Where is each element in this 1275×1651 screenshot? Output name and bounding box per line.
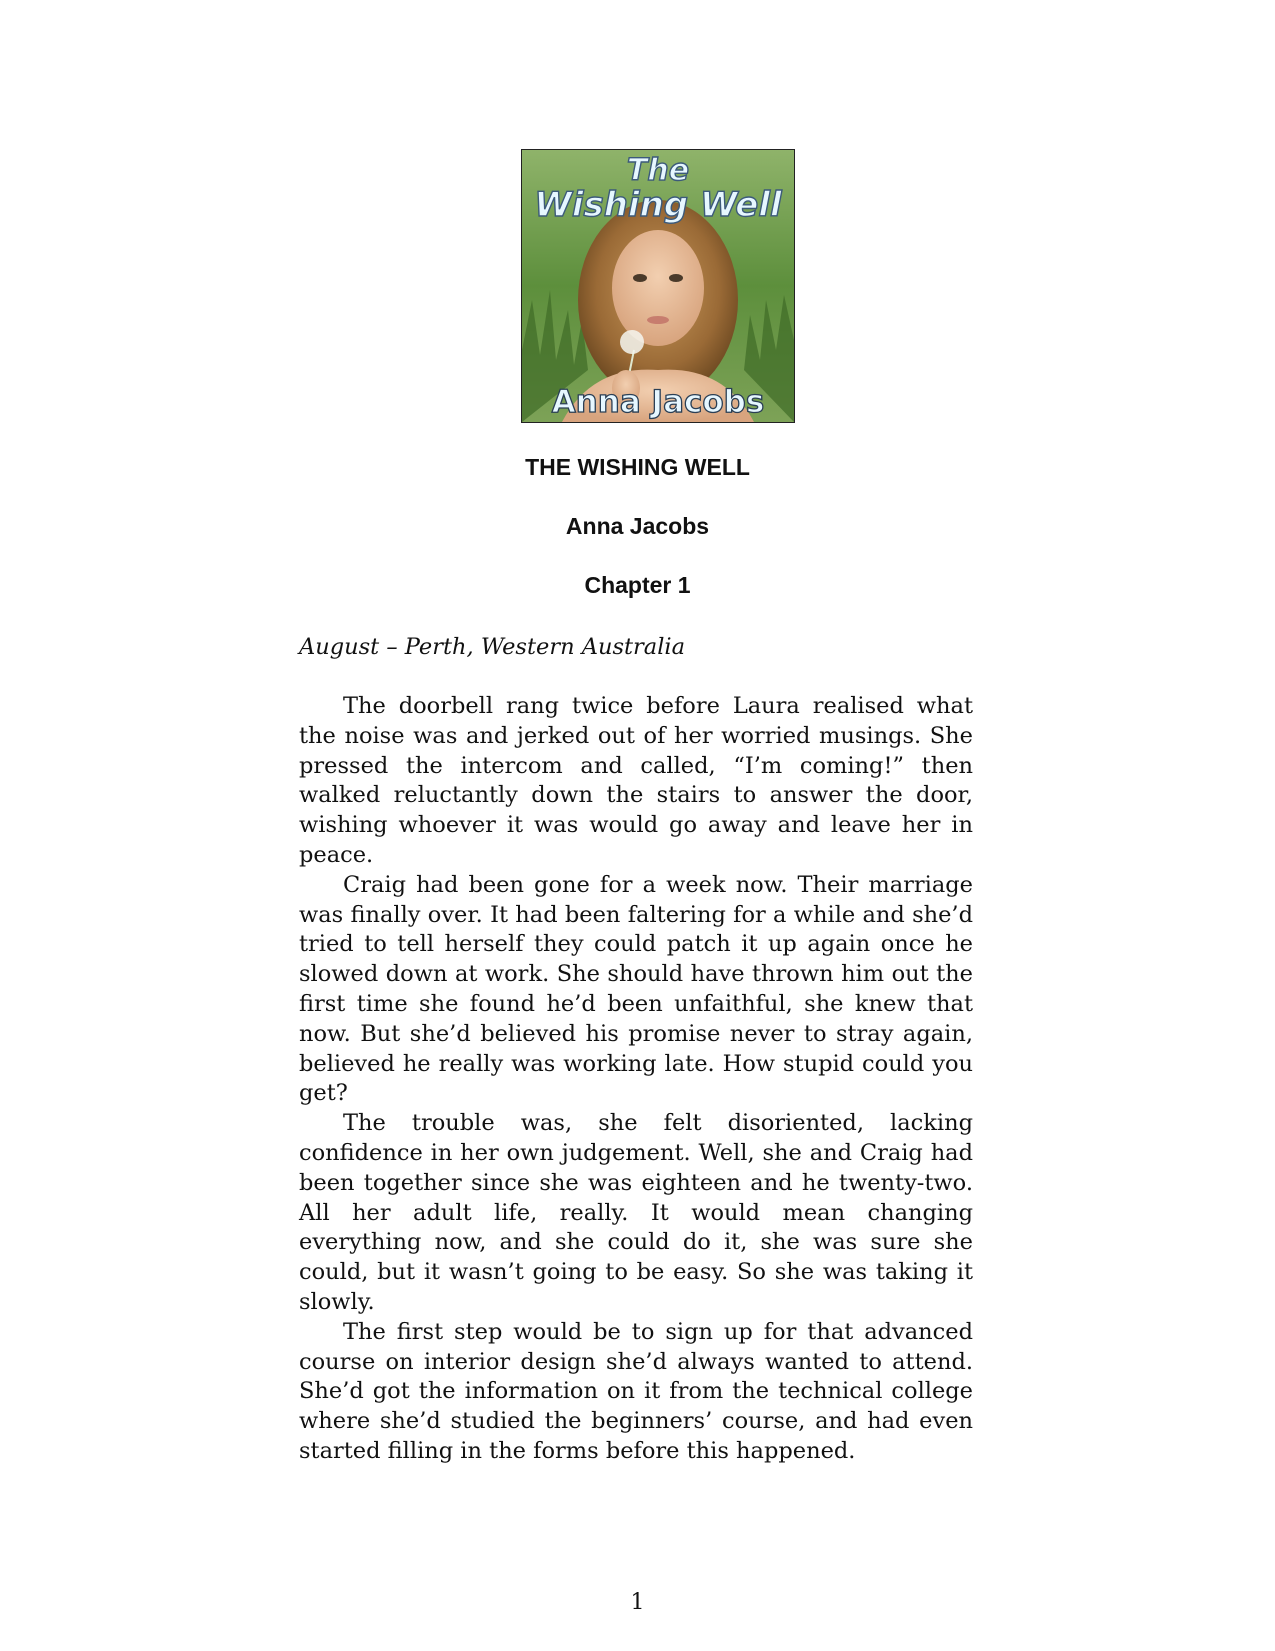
cover-author: Anna Jacobs <box>551 384 765 420</box>
chapter-heading: Chapter 1 <box>584 572 691 598</box>
book-cover-image <box>521 149 795 423</box>
cover-title-line2: Wishing Well <box>534 185 782 225</box>
book-title: THE WISHING WELL <box>525 454 750 480</box>
paragraph: The doorbell rang twice before Laura realised what the noise was and jerked out of her worried musings. She pressed the intercom and called, “I’m coming!” then walked reluctantly down the stairs to answer the door, wishing whoever it was would go away and leave her in peace. <box>299 693 973 868</box>
paragraph: The first step would be to sign up for that advanced course on interior design she’d always wanted to attend. She’d got the information on it from the technical college where she’d studied the beginners’ course, and had even started filling in the forms before this happened. <box>299 1318 973 1464</box>
paragraph: Craig had been gone for a week now. Their marriage was finally over. It had been faltering for a while and she’d tried to tell herself they could patch it up again once he slowed down at work. She should have thrown him out the first time she found he’d been unfaithful, she knew that now. But she’d believed his promise never to stray again, believed he really was working late. How stupid could you get? <box>299 871 973 1107</box>
paragraph: The trouble was, she felt disoriented, lacking confidence in her own judgement. Well, she and Craig had been together since she was eighteen and he twenty-two. All her adult life, really. It would mean changing everything now, and she could do it, she was sure she could, but it wasn’t going to be easy. So she was taking it slowly. <box>299 1110 973 1315</box>
setting-line: August – Perth, Western Australia <box>299 634 686 660</box>
page-number: 1 <box>630 1590 645 1615</box>
author-name: Anna Jacobs <box>565 513 710 539</box>
chapter-body <box>299 692 973 1467</box>
cover-illustration <box>522 150 794 422</box>
cover-title-line1: The <box>626 153 690 188</box>
